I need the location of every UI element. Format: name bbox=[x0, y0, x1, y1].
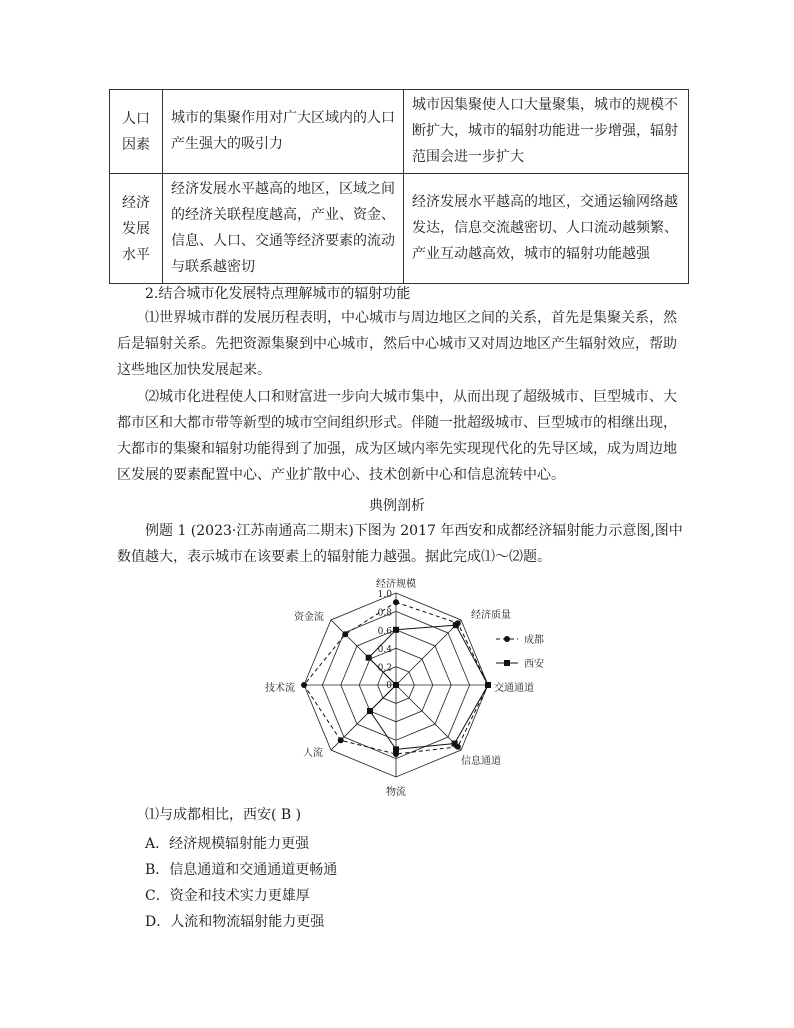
legend-marker bbox=[504, 660, 510, 666]
section-title: 2.结合城市化发展特点理解城市的辐射功能 bbox=[145, 286, 411, 302]
radar-point bbox=[366, 655, 372, 661]
radar-chart bbox=[265, 575, 560, 798]
radar-point bbox=[453, 622, 459, 628]
radar-point bbox=[452, 741, 458, 747]
section-heading: 典例剖析 bbox=[369, 498, 425, 514]
paragraph-1: ⑴世界城市群的发展历程表明，中心城市与周边地区之间的关系，首先是集聚关系，然后是辐射关系。先把资源集聚到中心城市，然后中心城市又对周边地区产生辐射效应，帮助这些地区加快发展起来。 bbox=[117, 310, 677, 378]
legend-label: 西安 bbox=[524, 659, 544, 670]
legend-marker bbox=[504, 636, 510, 642]
radar-point bbox=[485, 682, 491, 688]
radar-tick-label: 0.8 bbox=[377, 608, 392, 619]
legend-label: 成都 bbox=[524, 635, 544, 646]
option-c[interactable]: C．资金和技术实力更雄厚 bbox=[145, 888, 310, 904]
radar-point bbox=[393, 746, 399, 752]
radar-category-label: 交通通道 bbox=[494, 683, 534, 694]
radar-category-label: 技术流 bbox=[265, 683, 295, 694]
radar-point bbox=[367, 708, 373, 714]
radar-point bbox=[342, 631, 348, 637]
radar-category-label: 经济质量 bbox=[471, 609, 512, 621]
table-cell-right: 城市因集聚使人口大量聚集，城市的规模不断扩大，城市的辐射功能进一步增强，辐射范围会进一步扩大 bbox=[404, 90, 689, 174]
radar-tick-label: 0.2 bbox=[377, 663, 392, 674]
radar-tick-label: 0.6 bbox=[377, 626, 392, 637]
table-cell-factor: 经济发展水平 bbox=[110, 174, 163, 284]
example-intro: 例题 1 (2023·江苏南通高二期末)下图为 2017 年西安和成都经济辐射能力示意图,图中数值越大，表示城市在该要素上的辐射能力越强。据此完成⑴～⑵题。 bbox=[117, 523, 683, 565]
radar-category-label: 物流 bbox=[386, 787, 406, 798]
radar-category-label: 人流 bbox=[302, 748, 323, 760]
radar-point bbox=[393, 682, 399, 688]
paragraph-2: ⑵城市化进程使人口和财富进一步向大城市集中，从而出现了超级城市、巨型城市、大都市区和大都市带等新型的城市空间组织形式。伴随一批超级城市、巨型城市的相继出现，大都市的集聚和辐射功能得到了加强，成为区域内率先实现现代化的先导区域，成为周边地区发展的要素配置中心、产业扩散中心、技术创新中心和信息流转中心。 bbox=[117, 389, 677, 483]
radar-legend bbox=[496, 633, 544, 670]
radar-point bbox=[393, 627, 399, 633]
option-d[interactable]: D．人流和物流辐射能力更强 bbox=[145, 914, 325, 930]
radar-point bbox=[393, 599, 399, 605]
table-cell-left: 经济发展水平越高的地区，区域之间的经济关联程度越高，产业、资金、信息、人口、交通等经济要素的流动与联系越密切 bbox=[163, 174, 404, 284]
radar-category-label: 经济规模 bbox=[376, 579, 416, 590]
table-row bbox=[110, 90, 689, 174]
question-stem: ⑴与成都相比，西安( B ) bbox=[145, 807, 302, 823]
factor-table bbox=[109, 89, 689, 284]
radar-tick-label: 0.4 bbox=[377, 645, 392, 656]
radar-category-label: 信息通道 bbox=[461, 756, 502, 768]
radar-tick-label: 1.0 bbox=[377, 590, 392, 600]
table-cell-factor: 人口因素 bbox=[110, 90, 163, 174]
table-row bbox=[110, 174, 689, 284]
option-b[interactable]: B．信息通道和交通通道更畅通 bbox=[145, 862, 338, 878]
radar-category-label: 资金流 bbox=[293, 611, 324, 623]
radar-point bbox=[338, 737, 344, 743]
table-cell-left: 城市的集聚作用对广大区域内的人口产生强大的吸引力 bbox=[163, 90, 404, 174]
table-cell-right: 经济发展水平越高的地区，交通运输网络越发达，信息交流越密切、人口流动越频繁、产业互动越高效，城市的辐射功能越强 bbox=[404, 174, 689, 284]
option-a[interactable]: A．经济规模辐射能力更强 bbox=[145, 836, 310, 852]
radar-point bbox=[301, 682, 307, 688]
radar-tick-label: 0 bbox=[386, 681, 392, 691]
